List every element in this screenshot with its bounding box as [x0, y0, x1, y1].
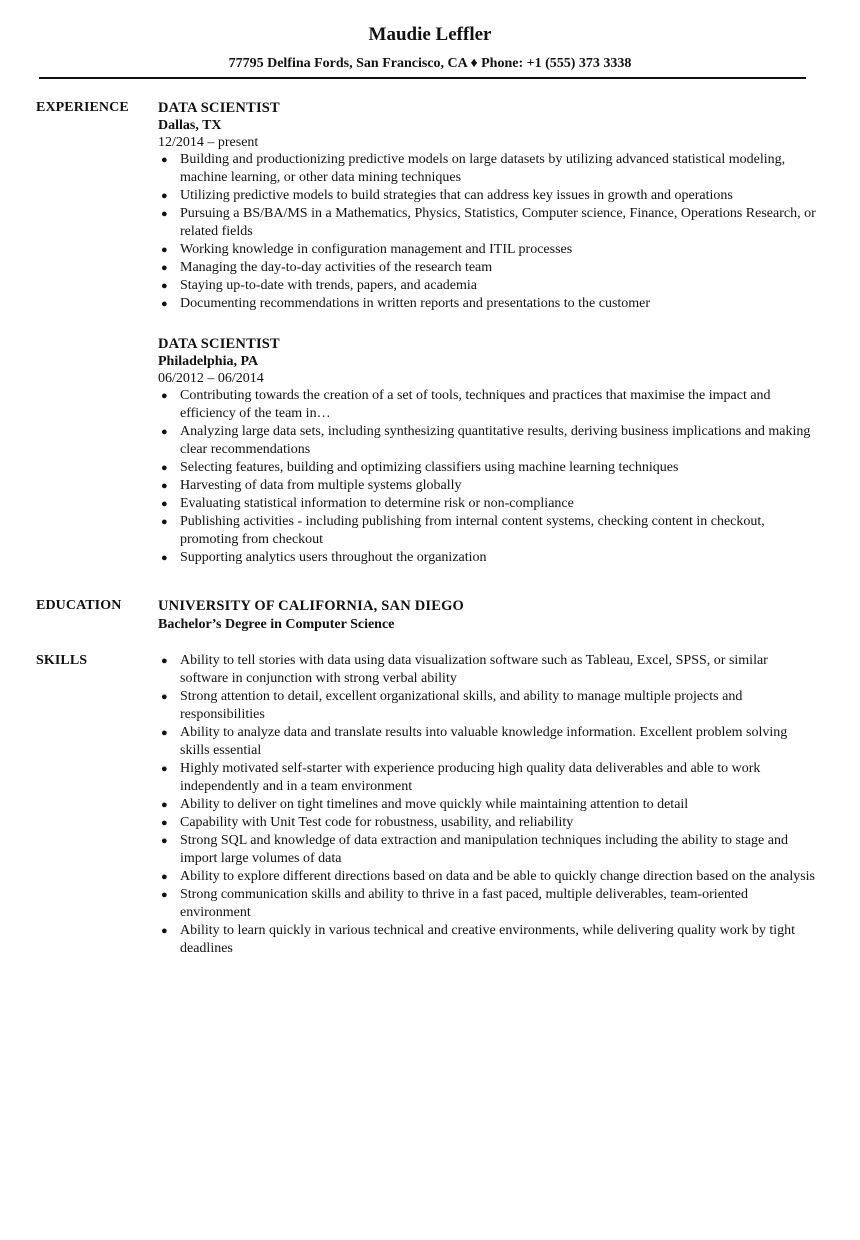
- bullet-icon: ●: [161, 817, 168, 829]
- bullet-text: Ability to analyze data and translate results into valuable knowledge information. Excellent problem solving skills essential: [180, 725, 788, 758]
- bullet-icon: ●: [161, 462, 168, 474]
- job-bullet-list: [158, 151, 818, 313]
- bullet-icon: ●: [161, 925, 168, 937]
- bullet-text: Ability to tell stories with data using data visualization software such as Tableau, Excel, SPSS, or similar software in conjunction with strong verbal ability: [180, 653, 768, 686]
- bullet-text: Strong communication skills and ability to thrive in a fast paced, multiple deliverables, team-oriented environment: [180, 887, 749, 920]
- bullet-icon: ●: [161, 498, 168, 510]
- bullet-text: Analyzing large data sets, including synthesizing quantitative results, deriving business implications and making clear recommendations: [180, 424, 811, 457]
- list-item: [158, 922, 818, 958]
- bullet-text: Building and productionizing predictive models on large datasets by utilizing advanced statistical modeling, machine learning, or other data mining techniques: [180, 152, 786, 185]
- degree-name: Bachelor’s Degree in Computer Science: [158, 617, 395, 632]
- job-location: Philadelphia, PA: [158, 354, 259, 369]
- bullet-icon: ●: [161, 691, 168, 703]
- experience-body: [158, 99, 818, 589]
- section-label-education: EDUCATION: [36, 598, 122, 613]
- contact-line: 77795 Delfina Fords, San Francisco, CA ♦ Phone: +1 (555) 373 3338: [228, 56, 632, 71]
- list-item: [158, 652, 818, 688]
- bullet-icon: ●: [161, 244, 168, 256]
- resume-header: [0, 22, 860, 74]
- list-item: [158, 387, 818, 423]
- section-label-skills: SKILLS: [36, 653, 88, 668]
- list-item: [158, 796, 818, 814]
- bullet-icon: ●: [161, 655, 168, 667]
- bullet-text: Strong attention to detail, excellent organizational skills, and ability to manage multiple projects and responsibilities: [180, 689, 743, 722]
- skills-body: [158, 652, 818, 958]
- bullet-icon: ●: [161, 799, 168, 811]
- job-entry: [158, 99, 818, 313]
- bullet-text: Highly motivated self-starter with experience producing high quality data deliverables and able to work independently and in a team environment: [180, 761, 761, 794]
- job-dates: 12/2014 – present: [158, 135, 259, 150]
- list-item: [158, 495, 818, 513]
- bullet-icon: ●: [161, 262, 168, 274]
- bullet-icon: ●: [161, 190, 168, 202]
- bullet-text: Capability with Unit Test code for robustness, usability, and reliability: [180, 815, 574, 830]
- bullet-text: Evaluating statistical information to determine risk or non-compliance: [180, 496, 574, 511]
- bullet-text: Harvesting of data from multiple systems globally: [180, 478, 462, 493]
- bullet-icon: ●: [161, 208, 168, 220]
- bullet-icon: ●: [161, 552, 168, 564]
- list-item: [158, 868, 818, 886]
- bullet-text: Contributing towards the creation of a set of tools, techniques and practices that maximise the impact and efficiency of the team in…: [180, 388, 771, 421]
- bullet-icon: ●: [161, 280, 168, 292]
- bullet-text: Ability to deliver on tight timelines and move quickly while maintaining attention to detail: [180, 797, 689, 812]
- bullet-text: Working knowledge in configuration management and ITIL processes: [180, 242, 573, 257]
- bullet-text: Selecting features, building and optimizing classifiers using machine learning techniques: [180, 460, 679, 475]
- list-item: [158, 814, 818, 832]
- list-item: [158, 259, 818, 277]
- bullet-icon: ●: [161, 298, 168, 310]
- candidate-name: Maudie Leffler: [368, 24, 492, 45]
- list-item: [158, 295, 818, 313]
- list-item: [158, 513, 818, 549]
- list-item: [158, 423, 818, 459]
- list-item: [158, 832, 818, 868]
- bullet-text: Ability to learn quickly in various technical and creative environments, while delivering quality work by tight deadlines: [180, 923, 796, 956]
- list-item: [158, 724, 818, 760]
- bullet-icon: ●: [161, 480, 168, 492]
- bullet-text: Utilizing predictive models to build strategies that can address key issues in growth and operations: [180, 188, 733, 203]
- bullet-icon: ●: [161, 889, 168, 901]
- list-item: [158, 187, 818, 205]
- bullet-icon: ●: [161, 390, 168, 402]
- bullet-text: Publishing activities - including publishing from internal content systems, checking content in checkout, promoting from checkout: [180, 514, 765, 547]
- bullet-icon: ●: [161, 871, 168, 883]
- bullet-text: Staying up-to-date with trends, papers, and academia: [180, 278, 478, 293]
- job-location: Dallas, TX: [158, 118, 222, 133]
- job-entry: [158, 335, 818, 567]
- bullet-icon: ●: [161, 154, 168, 166]
- job-title: DATA SCIENTIST: [158, 100, 280, 116]
- job-dates: 06/2012 – 06/2014: [158, 371, 264, 386]
- list-item: [158, 205, 818, 241]
- bullet-text: Supporting analytics users throughout the organization: [180, 550, 487, 565]
- list-item: [158, 277, 818, 295]
- bullet-text: Ability to explore different directions based on data and be able to quickly change direction based on the analysis: [180, 869, 815, 884]
- list-item: [158, 241, 818, 259]
- school-name: UNIVERSITY OF CALIFORNIA, SAN DIEGO: [158, 598, 465, 614]
- bullet-text: Documenting recommendations in written reports and presentations to the customer: [180, 296, 651, 311]
- list-item: [158, 688, 818, 724]
- list-item: [158, 886, 818, 922]
- bullet-text: Strong SQL and knowledge of data extraction and manipulation techniques including the ability to stage and import large volumes of data: [180, 833, 788, 866]
- bullet-text: Managing the day-to-day activities of the research team: [180, 260, 493, 275]
- bullet-icon: ●: [161, 763, 168, 775]
- bullet-text: Pursuing a BS/BA/MS in a Mathematics, Physics, Statistics, Computer science, Finance, Operations Research, or related fields: [180, 206, 816, 239]
- bullet-icon: ●: [161, 727, 168, 739]
- list-item: [158, 151, 818, 187]
- header-divider: [39, 77, 806, 79]
- job-bullet-list: [158, 387, 818, 567]
- education-body: [158, 597, 818, 635]
- list-item: [158, 549, 818, 567]
- list-item: [158, 459, 818, 477]
- job-title: DATA SCIENTIST: [158, 336, 280, 352]
- section-label-experience: EXPERIENCE: [36, 100, 129, 115]
- list-item: [158, 477, 818, 495]
- bullet-icon: ●: [161, 516, 168, 528]
- list-item: [158, 760, 818, 796]
- skills-bullet-list: [158, 652, 818, 958]
- bullet-icon: ●: [161, 835, 168, 847]
- bullet-icon: ●: [161, 426, 168, 438]
